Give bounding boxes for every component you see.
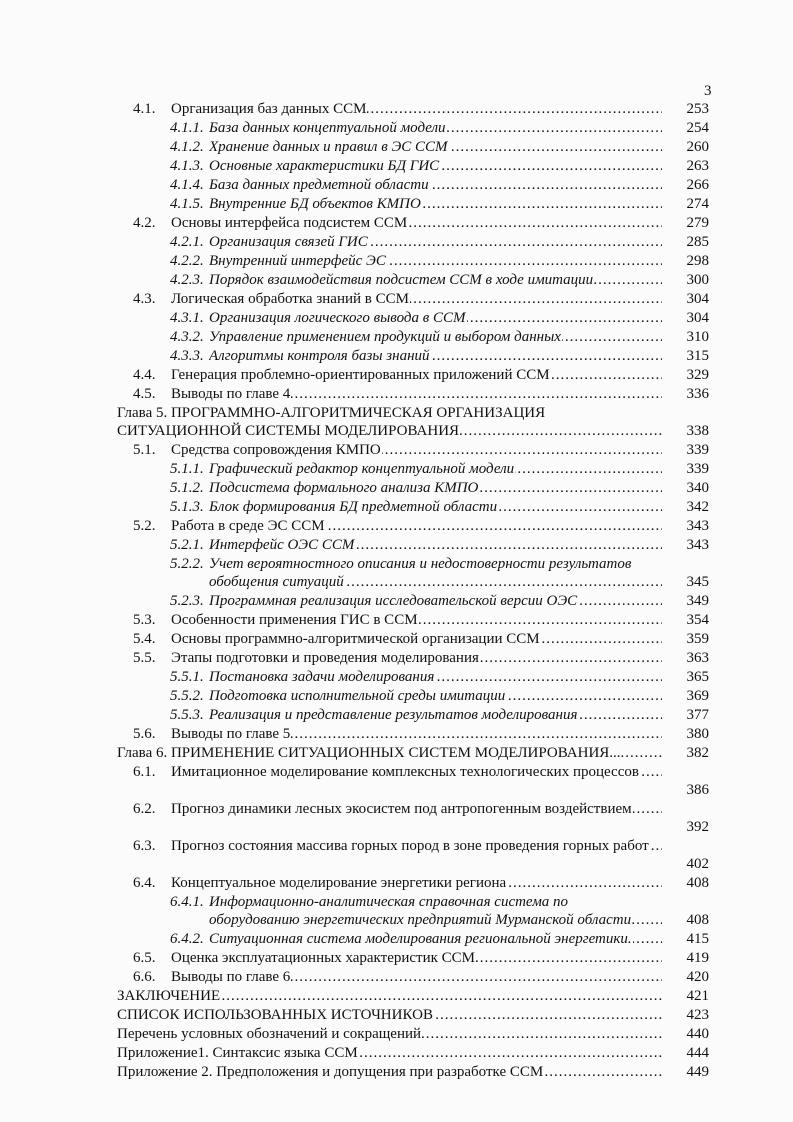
toc-entry-title: Выводы по главе 5 ..... [171, 725, 662, 744]
toc-entry [0, 100, 793, 119]
toc-entry-title: Особенности применения ГИС в ССМ ..... [171, 611, 662, 630]
toc-entry [0, 536, 793, 555]
toc-entry-number: 6.4. [133, 875, 156, 891]
toc-entry-number: 4.1.5. [170, 196, 204, 212]
toc-entry-page: 359 [686, 631, 709, 647]
toc-entry-page: 444 [686, 1045, 709, 1061]
toc-entry [0, 687, 793, 706]
toc-entry-title: Организация баз данных ССМ ..... [171, 100, 662, 119]
toc-entry-page: 343 [686, 518, 709, 534]
toc-entry-page: 253 [686, 101, 709, 117]
toc-entry [0, 837, 793, 874]
toc-entry-title: Организация логического вывода в ССМ ..... [209, 309, 662, 328]
toc-entry-page: 339 [686, 461, 709, 477]
toc-entry-title: Глава 6. ПРИМЕНЕНИЕ СИТУАЦИОННЫХ СИСТЕМ МОДЕЛИРОВАНИЯ.... ..... [117, 744, 662, 763]
toc-entry-title: Концептуальное моделирование энергетики региона ..... [171, 874, 662, 893]
toc-entry-page: 440 [686, 1026, 709, 1042]
toc-entry-number: 5.2.2. [170, 556, 204, 572]
toc-entry-title: Прогноз состояния массива горных пород в зоне проведения горных работ ..... [171, 837, 662, 855]
toc-entry-title: Алгоритмы контроля базы знаний ..... [209, 347, 662, 366]
toc-entry-page: 423 [686, 1007, 709, 1023]
toc-entry-title: Приложение1. Синтаксис языка ССМ ..... [117, 1044, 662, 1063]
toc-entry-title: Программная реализация исследовательской версии ОЭС ..... [209, 592, 662, 611]
toc-entry-title: Логическая обработка знаний в ССМ ..... [171, 290, 662, 309]
toc-entry-number: 5.5.1. [170, 669, 204, 685]
toc-entry [0, 290, 793, 309]
toc-entry-number: 5.2. [133, 518, 156, 534]
toc-entry [0, 800, 793, 837]
toc-entry-number: 6.2. [133, 801, 156, 817]
toc-entry-number: 5.5. [133, 650, 156, 666]
toc-entry [0, 233, 793, 252]
toc-entry [0, 119, 793, 138]
toc-entry-page: 254 [686, 120, 709, 136]
toc-entry [0, 441, 793, 460]
toc-entry-title: Прогноз динамики лесных экосистем под антропогенным воздействием ..... [171, 800, 662, 818]
toc-entry-page: 342 [686, 499, 709, 515]
toc-entry-page: 349 [686, 593, 709, 609]
toc-entry-number: 5.1.2. [170, 480, 204, 496]
toc-entry-title: Оценка эксплуатационных характеристик ССМ ..... [171, 949, 662, 968]
toc-entry-title: Перечень условных обозначений и сокращений ..... [117, 1025, 662, 1044]
page-number: 3 [704, 83, 712, 99]
toc-entry-title: Внутренние БД объектов КМПО ..... [209, 195, 662, 214]
toc-entry-page: 377 [686, 707, 709, 723]
toc-entry-title: СПИСОК ИСПОЛЬЗОВАННЫХ ИСТОЧНИКОВ ..... [117, 1006, 662, 1025]
toc-entry-page: 402 [686, 856, 709, 872]
toc-entry-title: Имитационное моделирование комплексных технологических процессов ..... [171, 763, 662, 781]
toc-entry-page: 343 [686, 537, 709, 553]
toc-entry-page: 266 [686, 177, 709, 193]
toc-entry-number: 4.1.4. [170, 177, 204, 193]
toc-entry-page: 415 [686, 931, 709, 947]
toc-entry [0, 949, 793, 968]
toc-entry-page: 382 [686, 745, 709, 761]
toc-entry-page: 392 [686, 819, 709, 835]
toc-entry-number: 6.6. [133, 969, 156, 985]
toc-entry [0, 1025, 793, 1044]
toc-entry-number: 4.2.2. [170, 253, 204, 269]
toc-entry-number: 5.1. [133, 442, 156, 458]
toc-entry-number: 5.5.3. [170, 707, 204, 723]
toc-entry-title: Подсистема формального анализа КМПО ..... [209, 479, 662, 498]
toc-entry-title: Подготовка исполнительной среды имитации ..... [209, 687, 662, 706]
toc-entry-number: 6.4.2. [170, 931, 204, 947]
toc-entry-title: Этапы подготовки и проведения моделирования ..... [171, 649, 662, 668]
toc-entry-number: 5.4. [133, 631, 156, 647]
toc-entry-page: 310 [686, 329, 709, 345]
toc-entry [0, 930, 793, 949]
toc-entry [0, 1063, 793, 1082]
toc-entry-title: Работа в среде ЭС ССМ ..... [171, 517, 662, 536]
toc-entry-title: Постановка задачи моделирования ..... [209, 668, 662, 687]
toc-entry-number: 4.4. [133, 367, 156, 383]
toc-entry-page: 354 [686, 612, 709, 628]
toc-entry-number: 4.1.3. [170, 158, 204, 174]
toc-entry [0, 385, 793, 404]
toc-entry-page: 274 [686, 196, 709, 212]
toc-entry [0, 725, 793, 744]
toc-entry [0, 592, 793, 611]
toc-entry-page: 304 [686, 291, 709, 307]
toc-entry [0, 460, 793, 479]
toc-entry-page: 369 [686, 688, 709, 704]
toc-entry-page: 345 [686, 574, 709, 590]
toc-entry [0, 176, 793, 195]
toc-entry-number: 5.2.3. [170, 593, 204, 609]
toc-entry-number: 6.4.1. [170, 894, 204, 910]
toc-entry-number: 4.3.1. [170, 310, 204, 326]
toc-entry [0, 479, 793, 498]
toc-entry-page: 298 [686, 253, 709, 269]
toc-entry-page: 339 [686, 442, 709, 458]
toc-entry-number: 4.2. [133, 215, 156, 231]
toc-entry-page: 419 [686, 950, 709, 966]
toc-entry-title: Внутренний интерфейс ЭС ..... [209, 252, 662, 271]
toc-entry-title: Генерация проблемно-ориентированных приложений ССМ ..... [171, 366, 662, 385]
toc-entry-title: Основы интерфейса подсистем ССМ ..... [171, 214, 662, 233]
toc-entry [0, 214, 793, 233]
toc-entry [0, 706, 793, 725]
toc-entry-number: 6.3. [133, 838, 156, 854]
toc-entry-title: Хранение данных и правил в ЭС ССМ ..... [209, 138, 662, 157]
toc-entry-page: 365 [686, 669, 709, 685]
toc-entry-page: 260 [686, 139, 709, 155]
toc-entry-page: 329 [686, 367, 709, 383]
toc-entry [0, 517, 793, 536]
toc-entry-title: Выводы по главе 4 ..... [171, 385, 662, 404]
toc-entry [0, 874, 793, 893]
toc-entry-page: 304 [686, 310, 709, 326]
toc-entry-page: 285 [686, 234, 709, 250]
toc-entry [0, 195, 793, 214]
toc-entry-page: 336 [686, 386, 709, 402]
toc-entry [0, 668, 793, 687]
toc-entry-title: Ситуационная система моделирования региональной энергетики. ..... [209, 930, 662, 949]
toc-entry-page: 315 [686, 348, 709, 364]
toc-entry-page: 421 [686, 988, 709, 1004]
toc-entry-number: 4.1.1. [170, 120, 204, 136]
toc-entry-page: 408 [686, 912, 709, 928]
toc-entry-page: 300 [686, 272, 709, 288]
toc-entry-page: 449 [686, 1064, 709, 1080]
toc-entry-title: Графический редактор концептуальной модели ..... [209, 460, 662, 479]
toc-entry [0, 404, 793, 441]
toc-entry [0, 893, 793, 930]
toc-entry-title: Основные характеристики БД ГИС ..... [209, 157, 662, 176]
toc-entry-title: Интерфейс ОЭС ССМ ..... [209, 536, 662, 555]
toc-entry-number: 4.2.1. [170, 234, 204, 250]
toc-entry-number: 6.5. [133, 950, 156, 966]
toc-entry-title: ЗАКЛЮЧЕНИЕ ..... [117, 987, 662, 1006]
toc-entry-page: 263 [686, 158, 709, 174]
toc-entry [0, 309, 793, 328]
toc-entry-title: Выводы по главе 6 ..... [171, 968, 662, 987]
toc-entry-page: 420 [686, 969, 709, 985]
toc-entry-page: 363 [686, 650, 709, 666]
toc-entry-number: 4.2.3. [170, 272, 204, 288]
toc-entry-title: База данных концептуальной модели ..... [209, 119, 662, 138]
toc-entry-title: Информационно-аналитическая справочная система по оборудованию энергетических предприятий Мурманской области ..... [209, 893, 662, 929]
toc-entry-title: Глава 5. ПРОГРАММНО-АЛГОРИТМИЧЕСКАЯ ОРГАНИЗАЦИЯ СИТУАЦИОННОЙ СИСТЕМЫ МОДЕЛИРОВАНИЯ ..... [117, 404, 662, 440]
toc-entry-number: 5.6. [133, 726, 156, 742]
toc-entry-page: 380 [686, 726, 709, 742]
toc-entry-title: Средства сопровождения КМПО ..... [171, 441, 662, 460]
toc-entry-number: 4.3.2. [170, 329, 204, 345]
toc-entry [0, 555, 793, 592]
toc-entry-title: Порядок взаимодействия подсистем ССМ в ходе имитации ..... [209, 271, 662, 290]
table-of-contents [0, 100, 793, 1082]
toc-entry [0, 138, 793, 157]
toc-entry-page: 338 [686, 423, 709, 439]
toc-entry-number: 5.2.1. [170, 537, 204, 553]
toc-entry-page: 279 [686, 215, 709, 231]
toc-entry [0, 271, 793, 290]
toc-entry-title: База данных предметной области ..... [209, 176, 662, 195]
toc-entry-number: 6.1. [133, 764, 156, 780]
toc-entry [0, 763, 793, 800]
toc-entry [0, 611, 793, 630]
toc-entry [0, 987, 793, 1006]
toc-entry-number: 4.3.3. [170, 348, 204, 364]
toc-entry [0, 744, 793, 763]
toc-entry-page: 408 [686, 875, 709, 891]
toc-entry-title: Управление применением продукций и выбором данных ..... [209, 328, 662, 347]
toc-entry-title: Организация связей ГИС ..... [209, 233, 662, 252]
toc-entry-title: Приложение 2. Предположения и допущения при разработке ССМ ..... [117, 1063, 662, 1082]
toc-entry-number: 5.3. [133, 612, 156, 628]
toc-entry [0, 630, 793, 649]
toc-entry-title: Блок формирования БД предметной области ..... [209, 498, 662, 517]
toc-entry-page: 340 [686, 480, 709, 496]
toc-entry-number: 4.5. [133, 386, 156, 402]
toc-entry-number: 5.1.3. [170, 499, 204, 515]
toc-entry-number: 5.1.1. [170, 461, 204, 477]
toc-entry [0, 252, 793, 271]
toc-entry-number: 4.1. [133, 101, 156, 117]
toc-entry [0, 328, 793, 347]
toc-entry [0, 366, 793, 385]
toc-entry [0, 157, 793, 176]
toc-entry [0, 498, 793, 517]
toc-entry [0, 347, 793, 366]
toc-entry [0, 1044, 793, 1063]
toc-entry-page: 386 [686, 782, 709, 798]
toc-entry-title: Основы программно-алгоритмической организации ССМ ..... [171, 630, 662, 649]
toc-entry-title: Реализация и представление результатов моделирования ..... [209, 706, 662, 725]
toc-entry-number: 5.5.2. [170, 688, 204, 704]
toc-entry [0, 1006, 793, 1025]
toc-entry [0, 649, 793, 668]
toc-entry-title: Учет вероятностного описания и недостоверности результатов обобщения ситуаций ..... [209, 555, 662, 591]
toc-entry-number: 4.3. [133, 291, 156, 307]
toc-entry [0, 968, 793, 987]
toc-entry-number: 4.1.2. [170, 139, 204, 155]
